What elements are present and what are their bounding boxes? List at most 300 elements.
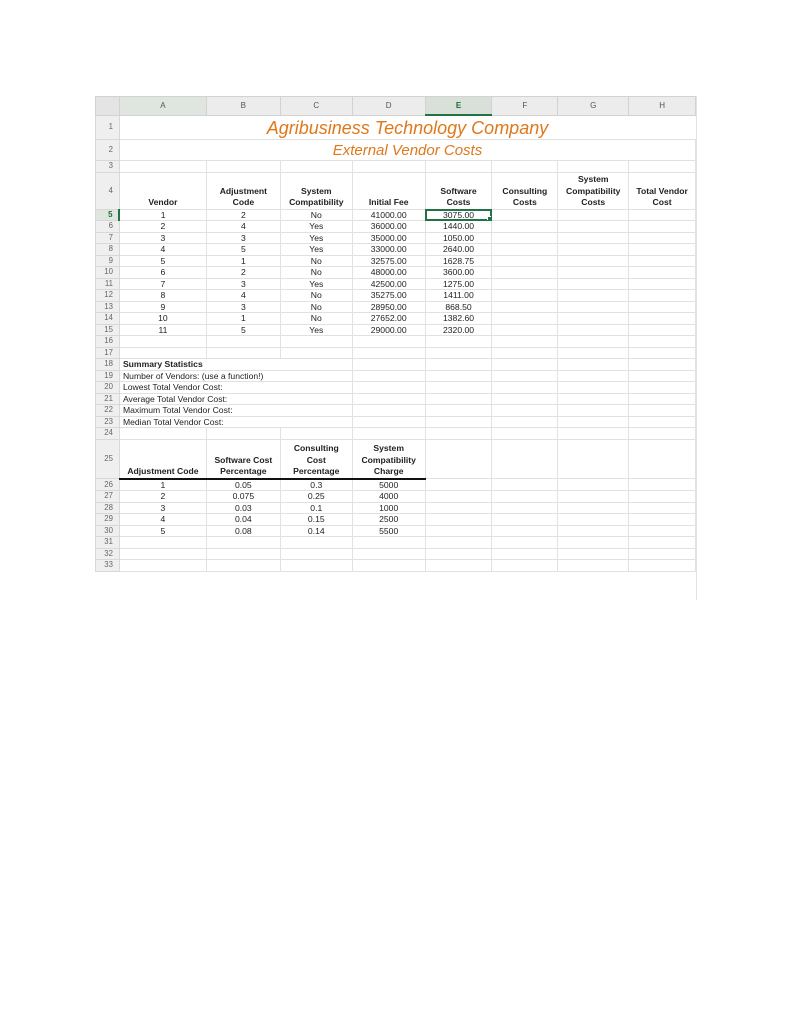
vendor-cell[interactable]: 11 [119, 324, 206, 336]
row-header[interactable]: 1 [96, 115, 120, 140]
lookup-consulting-pct-cell[interactable]: 0.14 [280, 525, 352, 537]
system-compatibility-cell[interactable]: Yes [280, 324, 352, 336]
initial-fee-cell[interactable]: 33000.00 [352, 244, 425, 256]
vendor-rows [96, 209, 696, 336]
cell[interactable] [629, 347, 696, 359]
software-costs-cell[interactable]: 868.50 [425, 301, 492, 313]
vendor-cell[interactable]: 2 [119, 221, 206, 233]
cell[interactable] [280, 336, 352, 348]
cell[interactable] [558, 428, 629, 440]
cell[interactable] [492, 347, 558, 359]
cell[interactable] [492, 221, 558, 233]
header-total-vendor-cost[interactable]: Total Vendor Cost [629, 172, 696, 209]
cell[interactable] [352, 393, 425, 405]
initial-fee-cell[interactable]: 28950.00 [352, 301, 425, 313]
cell[interactable] [492, 336, 558, 348]
cell[interactable] [629, 255, 696, 267]
lookup-consulting-pct-cell[interactable]: 0.15 [280, 514, 352, 526]
cell[interactable] [629, 405, 696, 417]
cell[interactable] [558, 370, 629, 382]
cell[interactable] [425, 491, 492, 503]
lookup-software-pct-cell[interactable]: 0.05 [206, 479, 280, 491]
cell[interactable] [206, 161, 280, 173]
cell[interactable] [425, 405, 492, 417]
cell[interactable] [425, 479, 492, 491]
cell[interactable] [629, 491, 696, 503]
vendor-cell[interactable]: 10 [119, 313, 206, 325]
initial-fee-cell[interactable]: 41000.00 [352, 209, 425, 221]
system-compatibility-cell[interactable]: Yes [280, 232, 352, 244]
cell[interactable] [492, 301, 558, 313]
cell[interactable] [492, 491, 558, 503]
cell[interactable] [492, 382, 558, 394]
lookup-code-cell[interactable]: 2 [119, 491, 206, 503]
cell[interactable] [492, 416, 558, 428]
cell[interactable] [558, 161, 629, 173]
cell[interactable] [558, 301, 629, 313]
cell[interactable] [352, 548, 425, 560]
cell[interactable] [206, 336, 280, 348]
cell[interactable] [425, 370, 492, 382]
cell[interactable] [629, 479, 696, 491]
cell[interactable] [492, 560, 558, 572]
column-header-h[interactable]: H [629, 97, 696, 116]
header-vendor[interactable]: Vendor [119, 172, 206, 209]
cell[interactable] [206, 548, 280, 560]
cell[interactable] [629, 290, 696, 302]
initial-fee-cell[interactable]: 29000.00 [352, 324, 425, 336]
software-costs-cell[interactable]: 2320.00 [425, 324, 492, 336]
header-consulting-costs[interactable]: Consulting Costs [492, 172, 558, 209]
cell[interactable] [492, 209, 558, 221]
row-header[interactable]: 26 [96, 479, 120, 491]
cell[interactable] [492, 161, 558, 173]
row-header[interactable]: 28 [96, 502, 120, 514]
initial-fee-cell[interactable]: 35275.00 [352, 290, 425, 302]
cell[interactable] [558, 313, 629, 325]
cell[interactable] [629, 301, 696, 313]
header-software-costs[interactable]: Software Costs [425, 172, 492, 209]
software-costs-cell[interactable]: 1440.00 [425, 221, 492, 233]
row-header[interactable]: 13 [96, 301, 120, 313]
table-row [96, 359, 696, 371]
cell[interactable] [425, 416, 492, 428]
system-compatibility-cell[interactable]: No [280, 290, 352, 302]
cell[interactable] [280, 405, 352, 417]
fill-handle[interactable] [487, 216, 492, 221]
worksheet-table [95, 96, 696, 572]
summary-heading[interactable]: Summary Statistics [119, 359, 280, 371]
row-header[interactable]: 7 [96, 232, 120, 244]
system-compatibility-cell[interactable]: No [280, 301, 352, 313]
table-row [96, 560, 696, 572]
lookup-header-system-compatibility-charge[interactable]: System Compatibility Charge [352, 439, 425, 479]
vendor-cell[interactable]: 4 [119, 244, 206, 256]
cell[interactable] [492, 290, 558, 302]
cell[interactable] [629, 313, 696, 325]
cell[interactable] [629, 537, 696, 549]
cell[interactable] [558, 336, 629, 348]
summary-item-label[interactable]: Number of Vendors: (use a function!) [119, 370, 280, 382]
software-costs-cell[interactable]: 2640.00 [425, 244, 492, 256]
row-header[interactable]: 24 [96, 428, 120, 440]
system-compatibility-cell[interactable]: No [280, 209, 352, 221]
cell[interactable] [425, 161, 492, 173]
table-row [96, 267, 696, 279]
cell[interactable] [558, 502, 629, 514]
cell[interactable] [119, 336, 206, 348]
cell[interactable] [629, 428, 696, 440]
row-header[interactable]: 6 [96, 221, 120, 233]
lookup-header-adjustment-code[interactable]: Adjustment Code [119, 439, 206, 479]
row-header[interactable]: 12 [96, 290, 120, 302]
cell[interactable] [352, 161, 425, 173]
initial-fee-cell[interactable]: 48000.00 [352, 267, 425, 279]
cell[interactable] [492, 548, 558, 560]
adjustment-code-cell[interactable]: 1 [206, 313, 280, 325]
cell[interactable] [352, 370, 425, 382]
cell[interactable] [280, 393, 352, 405]
lookup-software-pct-cell[interactable]: 0.075 [206, 491, 280, 503]
cell[interactable] [280, 548, 352, 560]
lookup-header-consulting-cost-percentage[interactable]: Consulting Cost Percentage [280, 439, 352, 479]
adjustment-code-cell[interactable]: 3 [206, 301, 280, 313]
cell[interactable] [280, 428, 352, 440]
initial-fee-cell[interactable]: 32575.00 [352, 255, 425, 267]
cell[interactable] [558, 221, 629, 233]
vendor-cell[interactable]: 7 [119, 278, 206, 290]
vendor-cell[interactable]: 9 [119, 301, 206, 313]
lookup-header-software-cost-percentage[interactable]: Software Cost Percentage [206, 439, 280, 479]
lookup-software-pct-cell[interactable]: 0.03 [206, 502, 280, 514]
system-compatibility-cell[interactable]: No [280, 313, 352, 325]
table-row [96, 324, 696, 336]
cell[interactable] [558, 514, 629, 526]
cell[interactable] [629, 278, 696, 290]
cell[interactable] [558, 439, 629, 479]
row-header[interactable]: 22 [96, 405, 120, 417]
cell[interactable] [629, 324, 696, 336]
software-costs-cell[interactable]: 3075.00 [425, 209, 492, 221]
cell[interactable] [425, 359, 492, 371]
vendor-cell[interactable]: 5 [119, 255, 206, 267]
lookup-consulting-pct-cell[interactable]: 0.1 [280, 502, 352, 514]
cell[interactable] [280, 161, 352, 173]
cell[interactable] [206, 560, 280, 572]
row-header[interactable]: 27 [96, 491, 120, 503]
cell[interactable] [629, 232, 696, 244]
column-header-a[interactable]: A [119, 97, 206, 116]
table-row [96, 209, 696, 221]
lookup-compat-charge-cell[interactable]: 4000 [352, 491, 425, 503]
cell[interactable] [629, 209, 696, 221]
cell[interactable] [558, 548, 629, 560]
column-header-g[interactable]: G [558, 97, 629, 116]
cell[interactable] [492, 428, 558, 440]
cell[interactable] [629, 393, 696, 405]
lookup-code-cell[interactable]: 3 [119, 502, 206, 514]
cell[interactable] [425, 525, 492, 537]
lookup-compat-charge-cell[interactable]: 2500 [352, 514, 425, 526]
cell[interactable] [492, 255, 558, 267]
header-system-compatibility-costs[interactable]: System Compatibility Costs [558, 172, 629, 209]
lookup-code-cell[interactable]: 5 [119, 525, 206, 537]
cell[interactable] [352, 560, 425, 572]
cell[interactable] [558, 267, 629, 279]
cell[interactable] [492, 232, 558, 244]
cell[interactable] [425, 336, 492, 348]
cell[interactable] [352, 537, 425, 549]
software-costs-cell[interactable]: 1275.00 [425, 278, 492, 290]
cell[interactable] [558, 393, 629, 405]
cell[interactable] [425, 560, 492, 572]
adjustment-code-cell[interactable]: 2 [206, 267, 280, 279]
table-row [96, 232, 696, 244]
row-header[interactable]: 5 [96, 209, 120, 221]
row-header[interactable]: 4 [96, 172, 120, 209]
spreadsheet-grid[interactable] [95, 96, 697, 600]
summary-item-label[interactable]: Average Total Vendor Cost: [119, 393, 280, 405]
cell[interactable] [558, 244, 629, 256]
cell[interactable] [492, 502, 558, 514]
lookup-software-pct-cell[interactable]: 0.08 [206, 525, 280, 537]
lookup-compat-charge-cell[interactable]: 5000 [352, 479, 425, 491]
cell[interactable] [558, 405, 629, 417]
cell[interactable] [280, 370, 352, 382]
header-system-compatibility[interactable]: System Compatibility [280, 172, 352, 209]
select-all-corner[interactable] [96, 97, 120, 116]
cell[interactable] [629, 439, 696, 479]
cell[interactable] [629, 336, 696, 348]
cell[interactable] [558, 290, 629, 302]
initial-fee-cell[interactable]: 27652.00 [352, 313, 425, 325]
cell[interactable] [558, 359, 629, 371]
cell[interactable] [280, 347, 352, 359]
sheet-subtitle[interactable]: External Vendor Costs [119, 140, 695, 161]
cell[interactable] [629, 370, 696, 382]
adjustment-code-cell[interactable]: 5 [206, 244, 280, 256]
cell[interactable] [425, 439, 492, 479]
cell[interactable] [558, 491, 629, 503]
vendor-cell[interactable]: 1 [119, 209, 206, 221]
lookup-code-cell[interactable]: 4 [119, 514, 206, 526]
cell[interactable] [280, 416, 352, 428]
cell[interactable] [492, 537, 558, 549]
cell[interactable] [492, 525, 558, 537]
cell[interactable] [558, 209, 629, 221]
cell[interactable] [206, 428, 280, 440]
cell[interactable] [629, 267, 696, 279]
row-header[interactable]: 29 [96, 514, 120, 526]
row-header[interactable]: 18 [96, 359, 120, 371]
adjustment-code-cell[interactable]: 3 [206, 232, 280, 244]
cell[interactable] [492, 278, 558, 290]
cell[interactable] [492, 405, 558, 417]
row-header[interactable]: 30 [96, 525, 120, 537]
cell[interactable] [629, 382, 696, 394]
table-row [96, 428, 696, 440]
lookup-code-cell[interactable]: 1 [119, 479, 206, 491]
adjustment-code-cell[interactable]: 2 [206, 209, 280, 221]
row-header[interactable]: 16 [96, 336, 120, 348]
cell[interactable] [425, 393, 492, 405]
header-adjustment-code[interactable]: Adjustment Code [206, 172, 280, 209]
cell[interactable] [352, 382, 425, 394]
lookup-software-pct-cell[interactable]: 0.04 [206, 514, 280, 526]
cell[interactable] [352, 336, 425, 348]
row-header[interactable]: 33 [96, 560, 120, 572]
software-costs-cell[interactable]: 1382.60 [425, 313, 492, 325]
adjustment-code-cell[interactable]: 4 [206, 221, 280, 233]
column-header-d[interactable]: D [352, 97, 425, 116]
sheet-title[interactable]: Agribusiness Technology Company [119, 115, 695, 140]
cell[interactable] [280, 537, 352, 549]
summary-item-label[interactable]: Median Total Vendor Cost: [119, 416, 280, 428]
row-header[interactable]: 21 [96, 393, 120, 405]
system-compatibility-cell[interactable]: Yes [280, 278, 352, 290]
system-compatibility-cell[interactable]: No [280, 267, 352, 279]
initial-fee-cell[interactable]: 42500.00 [352, 278, 425, 290]
cell[interactable] [119, 548, 206, 560]
cell[interactable] [558, 347, 629, 359]
row-header[interactable]: 15 [96, 324, 120, 336]
cell[interactable] [558, 255, 629, 267]
cell[interactable] [629, 221, 696, 233]
cell[interactable] [425, 347, 492, 359]
cell[interactable] [629, 244, 696, 256]
column-header-f[interactable]: F [492, 97, 558, 116]
cell[interactable] [492, 514, 558, 526]
cell[interactable] [206, 537, 280, 549]
cell[interactable] [119, 428, 206, 440]
cell[interactable] [492, 313, 558, 325]
cell[interactable] [119, 560, 206, 572]
cell[interactable] [425, 502, 492, 514]
summary-item-label[interactable]: Maximum Total Vendor Cost: [119, 405, 280, 417]
table-row [96, 405, 696, 417]
row-header[interactable]: 31 [96, 537, 120, 549]
cell[interactable] [558, 479, 629, 491]
row-header[interactable]: 32 [96, 548, 120, 560]
row-header[interactable]: 20 [96, 382, 120, 394]
table-row [96, 244, 696, 256]
cell[interactable] [352, 405, 425, 417]
system-compatibility-cell[interactable]: Yes [280, 244, 352, 256]
system-compatibility-cell[interactable]: Yes [280, 221, 352, 233]
cell[interactable] [558, 324, 629, 336]
row-header[interactable]: 19 [96, 370, 120, 382]
cell[interactable] [629, 525, 696, 537]
initial-fee-cell[interactable]: 36000.00 [352, 221, 425, 233]
cell[interactable] [352, 359, 425, 371]
cell[interactable] [280, 560, 352, 572]
cell[interactable] [280, 359, 352, 371]
cell[interactable] [629, 359, 696, 371]
column-header-b[interactable]: B [206, 97, 280, 116]
column-header-e[interactable]: E [425, 97, 492, 116]
software-costs-cell[interactable]: 1628.75 [425, 255, 492, 267]
adjustment-code-cell[interactable]: 4 [206, 290, 280, 302]
cell[interactable] [492, 244, 558, 256]
cell[interactable] [558, 560, 629, 572]
system-compatibility-cell[interactable]: No [280, 255, 352, 267]
summary-item-label[interactable]: Lowest Total Vendor Cost: [119, 382, 280, 394]
cell[interactable] [352, 416, 425, 428]
software-costs-cell[interactable]: 1411.00 [425, 290, 492, 302]
row-header[interactable]: 23 [96, 416, 120, 428]
header-initial-fee[interactable]: Initial Fee [352, 172, 425, 209]
cell[interactable] [352, 347, 425, 359]
row-header[interactable]: 11 [96, 278, 120, 290]
cell[interactable] [425, 537, 492, 549]
initial-fee-cell[interactable]: 35000.00 [352, 232, 425, 244]
cell[interactable] [352, 428, 425, 440]
adjustment-code-cell[interactable]: 1 [206, 255, 280, 267]
cell[interactable] [492, 370, 558, 382]
cell[interactable] [558, 232, 629, 244]
cell[interactable] [558, 416, 629, 428]
lookup-consulting-pct-cell[interactable]: 0.3 [280, 479, 352, 491]
cell[interactable] [492, 479, 558, 491]
cell[interactable] [206, 347, 280, 359]
cell[interactable] [425, 382, 492, 394]
row-header[interactable]: 2 [96, 140, 120, 161]
lookup-consulting-pct-cell[interactable]: 0.25 [280, 491, 352, 503]
cell[interactable] [492, 359, 558, 371]
cell[interactable] [629, 161, 696, 173]
cell[interactable] [558, 382, 629, 394]
vendor-cell[interactable]: 6 [119, 267, 206, 279]
adjustment-code-cell[interactable]: 3 [206, 278, 280, 290]
cell[interactable] [425, 428, 492, 440]
cell[interactable] [558, 278, 629, 290]
cell[interactable] [492, 393, 558, 405]
vendor-cell[interactable]: 3 [119, 232, 206, 244]
vendor-cell[interactable]: 8 [119, 290, 206, 302]
cell[interactable] [492, 267, 558, 279]
row-header[interactable]: 8 [96, 244, 120, 256]
cell[interactable] [119, 537, 206, 549]
row-header[interactable]: 3 [96, 161, 120, 173]
cell[interactable] [558, 525, 629, 537]
cell[interactable] [492, 439, 558, 479]
software-costs-cell[interactable]: 1050.00 [425, 232, 492, 244]
lookup-compat-charge-cell[interactable]: 1000 [352, 502, 425, 514]
adjustment-code-cell[interactable]: 5 [206, 324, 280, 336]
row-header[interactable]: 17 [96, 347, 120, 359]
row-header[interactable]: 25 [96, 439, 120, 479]
cell[interactable] [629, 502, 696, 514]
table-row [96, 393, 696, 405]
row-header[interactable]: 10 [96, 267, 120, 279]
cell[interactable] [558, 537, 629, 549]
cell[interactable] [119, 347, 206, 359]
row-header[interactable]: 9 [96, 255, 120, 267]
cell[interactable] [425, 514, 492, 526]
software-costs-cell[interactable]: 3600.00 [425, 267, 492, 279]
cell[interactable] [492, 324, 558, 336]
cell[interactable] [629, 514, 696, 526]
column-header-c[interactable]: C [280, 97, 352, 116]
lookup-compat-charge-cell[interactable]: 5500 [352, 525, 425, 537]
cell[interactable] [280, 382, 352, 394]
row-header[interactable]: 14 [96, 313, 120, 325]
cell[interactable] [629, 560, 696, 572]
cell[interactable] [119, 161, 206, 173]
cell[interactable] [629, 548, 696, 560]
cell[interactable] [425, 548, 492, 560]
cell[interactable] [629, 416, 696, 428]
